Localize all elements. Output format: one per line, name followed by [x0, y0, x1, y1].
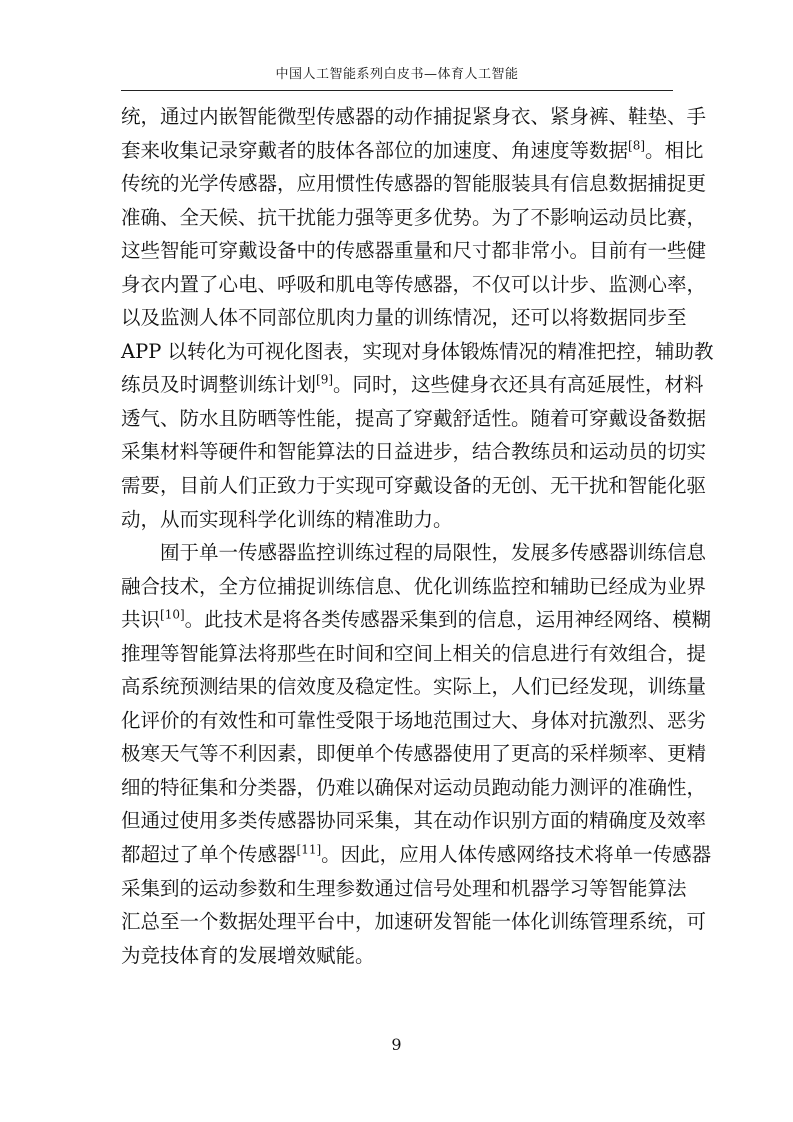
text-line: 身衣内置了心电、呼吸和肌电等传感器，不仅可以计步、监测心率， — [121, 272, 707, 296]
text-line: 共识[10]。此技术是将各类传感器采集到的信息，运用神经网络、模糊 — [121, 607, 712, 632]
text-line: 采集材料等硬件和智能算法的日益进步，结合教练员和运动员的切实 — [121, 440, 707, 464]
text-line: 囿于单一传感器监控训练过程的局限性，发展多传感器训练信息 — [160, 541, 707, 565]
text-line: 采集到的运动参数和生理参数通过信号处理和机器学习等智能算法 — [121, 876, 687, 900]
text-line: 透气、防水且防晒等性能，提高了穿戴舒适性。随着可穿戴设备数据 — [121, 406, 707, 430]
paragraph — [121, 100, 714, 536]
text-line: 统，通过内嵌智能微型传感器的动作捕捉紧身衣、紧身裤、鞋垫、手 — [121, 105, 707, 128]
citation-marker: [8] — [628, 138, 646, 153]
text-line: 以及监测人体不同部位肌肉力量的训练情况，还可以将数据同步至 — [121, 306, 687, 330]
header-rule — [121, 90, 673, 91]
citation-marker: [11] — [296, 842, 322, 857]
paragraph — [121, 536, 712, 972]
text-line: 汇总至一个数据处理平台中，加速研发智能一体化训练管理系统，可 — [121, 910, 707, 934]
text-line: 极寒天气等不利因素，即便单个传感器使用了更高的采样频率、更精 — [121, 742, 707, 766]
body-text — [121, 100, 714, 972]
citation-marker: [10] — [160, 607, 185, 622]
text-line: 传统的光学传感器，应用惯性传感器的智能服装具有信息数据捕捉更 — [121, 172, 707, 196]
running-header: 中国人工智能系列白皮书—体育人工智能 — [275, 67, 519, 82]
text-line: APP 以转化为可视化图表，实现对身体锻炼情况的精准把控，辅助教 — [121, 339, 714, 363]
text-line: 推理等智能算法将那些在时间和空间上相关的信息进行有效组合，提 — [121, 641, 707, 665]
text-line: 需要，目前人们正致力于实现可穿戴设备的无创、无干扰和智能化驱 — [121, 474, 707, 498]
text-line: 融合技术，全方位捕捉训练信息、优化训练监控和辅助已经成为业界 — [121, 574, 707, 598]
text-line: 化评价的有效性和可靠性受限于场地范围过大、身体对抗激烈、恶劣 — [121, 708, 707, 732]
citation-marker: [9] — [316, 372, 334, 387]
text-line: 这些智能可穿戴设备中的传感器重量和尺寸都非常小。目前有一些健 — [121, 239, 707, 263]
text-line: 为竞技体育的发展增效赋能。 — [121, 943, 375, 967]
text-line: 准确、全天候、抗干扰能力强等更多优势。为了不影响运动员比赛， — [121, 205, 707, 229]
text-line: 套来收集记录穿戴者的肢体各部位的加速度、角速度等数据[8]。相比 — [121, 138, 704, 162]
text-line: 但通过使用多类传感器协同采集，其在动作识别方面的精确度及效率 — [121, 809, 707, 833]
text-line: 高系统预测结果的信效度及稳定性。实际上，人们已经发现，训练量 — [121, 675, 707, 699]
text-line: 都超过了单个传感器[11]。因此，应用人体传感网络技术将单一传感器 — [121, 842, 712, 867]
text-line: 练员及时调整训练计划[9]。同时，这些健身衣还具有高延展性，材料 — [121, 372, 704, 397]
page-number: 9 — [391, 1035, 402, 1054]
text-line: 细的特征集和分类器，仍难以确保对运动员跑动能力测评的准确性， — [121, 775, 707, 799]
text-line: 动，从而实现科学化训练的精准助力。 — [121, 507, 453, 531]
